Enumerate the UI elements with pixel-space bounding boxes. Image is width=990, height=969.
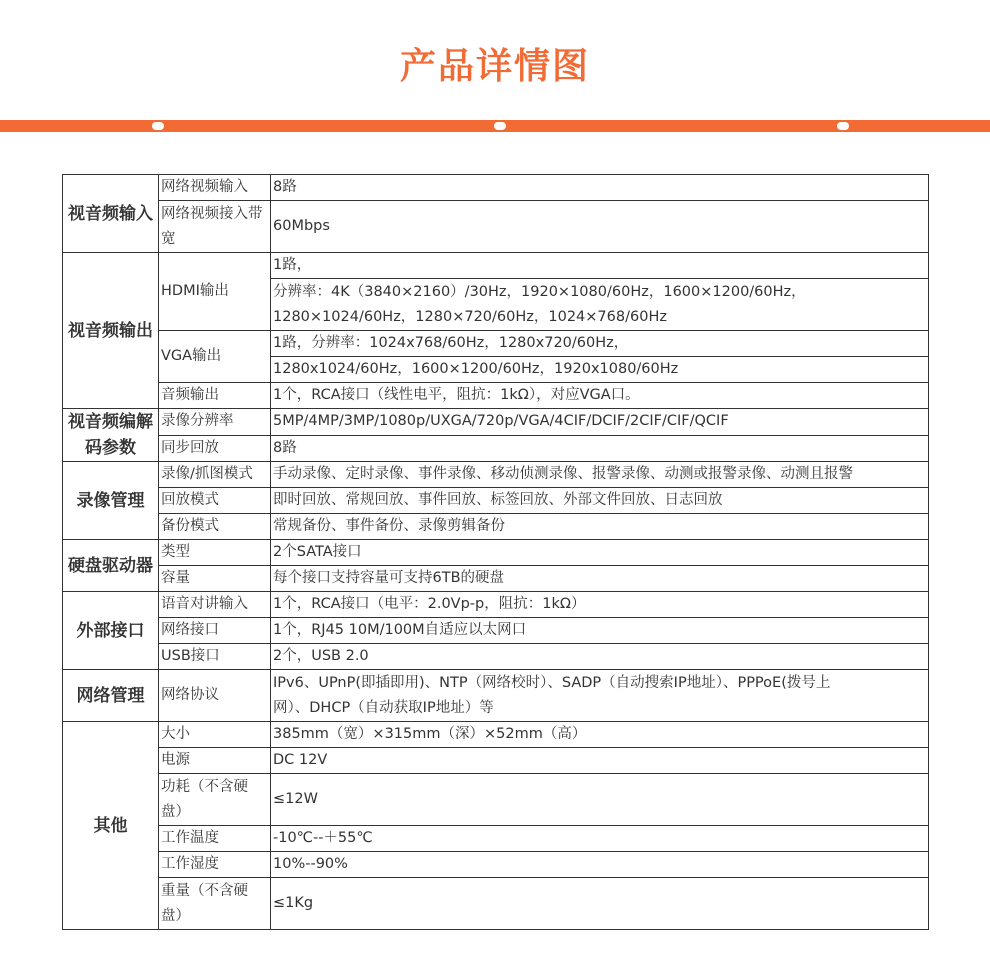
param-value: 8路 <box>271 175 929 201</box>
param-label: 网络协议 <box>159 670 271 722</box>
spec-table <box>62 174 929 930</box>
param-value: 手动录像、定时录像、事件录像、移动侦测录像、报警录像、动测或报警录像、动测且报警 <box>271 462 929 488</box>
param-value: 即时回放、常规回放、事件回放、标签回放、外部文件回放、日志回放 <box>271 488 929 514</box>
param-label: 语音对讲输入 <box>159 592 271 618</box>
param-value: 1280x1024/60Hz，1600×1200/60Hz，1920x1080/60Hz <box>271 357 929 383</box>
table-row <box>63 670 929 722</box>
param-label: 容量 <box>159 566 271 592</box>
param-label: 网络接口 <box>159 618 271 644</box>
param-value: 5MP/4MP/3MP/1080p/UXGA/720p/VGA/4CIF/DCIF/2CIF/CIF/QCIF <box>271 409 929 436</box>
param-label: 回放模式 <box>159 488 271 514</box>
param-label: 备份模式 <box>159 514 271 540</box>
param-label: 网络视频接入带宽 <box>159 201 271 253</box>
param-value: 385mm（宽）×315mm（深）×52mm（高） <box>271 722 929 748</box>
category-cell: 视音频输出 <box>63 253 159 409</box>
category-cell: 录像管理 <box>63 462 159 540</box>
page-title: 产品详情图 <box>399 46 590 87</box>
param-label: 功耗（不含硬盘） <box>159 774 271 826</box>
table-row <box>63 435 929 462</box>
param-value: 1个，RCA接口（电平：2.0Vp-p，阻抗：1kΩ） <box>271 592 929 618</box>
table-row <box>63 488 929 514</box>
category-cell: 视音频编解码参数 <box>63 409 159 462</box>
table-row <box>63 748 929 774</box>
accent-divider <box>0 120 990 132</box>
table-row <box>63 566 929 592</box>
category-cell: 硬盘驱动器 <box>63 540 159 592</box>
param-value: 1个，RCA接口（线性电平，阻抗：1kΩ），对应VGA口。 <box>271 383 929 409</box>
param-label: 网络视频输入 <box>159 175 271 201</box>
param-label: 同步回放 <box>159 435 271 462</box>
value-line: 网）、DHCP（自动获取IP地址）等 <box>273 699 494 716</box>
param-label: 电源 <box>159 748 271 774</box>
table-row <box>63 852 929 878</box>
param-value: 8路 <box>271 435 929 462</box>
param-value: ≤12W <box>271 774 929 826</box>
param-value: 1路，分辨率：1024x768/60Hz，1280x720/60Hz， <box>271 331 929 357</box>
param-value: ≤1Kg <box>271 878 929 930</box>
param-value: 60Mbps <box>271 201 929 253</box>
table-row <box>63 514 929 540</box>
value-line: 分辨率：4K（3840×2160）/30Hz，1920×1080/60Hz，1600×1200/60Hz， <box>273 283 806 300</box>
table-row <box>63 878 929 930</box>
table-row <box>63 826 929 852</box>
param-label: USB接口 <box>159 644 271 670</box>
table-row <box>63 462 929 488</box>
category-cell: 视音频输入 <box>63 175 159 253</box>
param-value: 每个接口支持容量可支持6TB的硬盘 <box>271 566 929 592</box>
table-row <box>63 722 929 748</box>
param-value: -10℃--＋55℃ <box>271 826 929 852</box>
category-cell: 网络管理 <box>63 670 159 722</box>
value-line: 1280×1024/60Hz，1280×720/60Hz，1024×768/60Hz <box>273 308 667 325</box>
table-row <box>63 618 929 644</box>
param-label: 类型 <box>159 540 271 566</box>
table-row <box>63 331 929 357</box>
param-label: 大小 <box>159 722 271 748</box>
divider-dot <box>152 122 164 130</box>
param-value: 1路， <box>271 253 929 279</box>
table-row <box>63 253 929 279</box>
param-label: HDMI输出 <box>159 253 271 331</box>
table-row <box>63 201 929 253</box>
table-row <box>63 644 929 670</box>
table-row <box>63 540 929 566</box>
divider-dot <box>494 122 506 130</box>
param-label: 工作湿度 <box>159 852 271 878</box>
value-line: IPv6、UPnP(即插即用)、NTP（网络校时）、SADP（自动搜索IP地址）、PPPoE(拨号上 <box>273 674 831 691</box>
table-row <box>63 409 929 436</box>
divider-dot <box>837 122 849 130</box>
param-label: 录像/抓图模式 <box>159 462 271 488</box>
param-label: VGA输出 <box>159 331 271 383</box>
category-cell: 外部接口 <box>63 592 159 670</box>
param-value: 常规备份、事件备份、录像剪辑备份 <box>271 514 929 540</box>
param-value: 10%--90% <box>271 852 929 878</box>
table-row <box>63 592 929 618</box>
param-label: 工作温度 <box>159 826 271 852</box>
param-value: 2个SATA接口 <box>271 540 929 566</box>
table-row <box>63 175 929 201</box>
param-value: 2个，USB 2.0 <box>271 644 929 670</box>
table-row <box>63 383 929 409</box>
table-row <box>63 774 929 826</box>
category-cell: 其他 <box>63 722 159 930</box>
param-value: 1个，RJ45 10M/100M自适应以太网口 <box>271 618 929 644</box>
param-label: 录像分辨率 <box>159 409 271 436</box>
param-value <box>271 279 929 331</box>
param-label: 重量（不含硬盘） <box>159 878 271 930</box>
param-label: 音频输出 <box>159 383 271 409</box>
param-value: DC 12V <box>271 748 929 774</box>
param-value <box>271 670 929 722</box>
